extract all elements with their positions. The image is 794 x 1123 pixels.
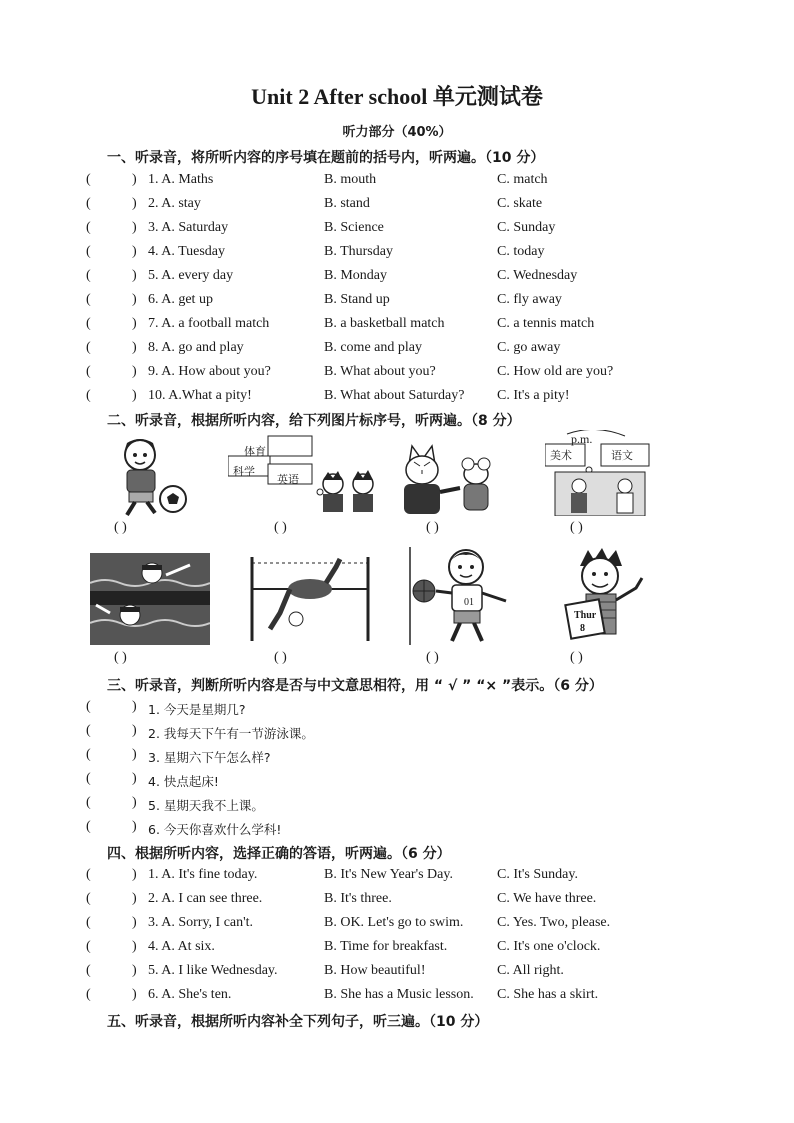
option-c: C. Yes. Two, please. xyxy=(497,915,611,930)
question-text: 3. A. Sorry, I can't. xyxy=(148,915,254,930)
option-b: B. It's three. xyxy=(324,891,392,906)
answer-blank-close: ) xyxy=(132,891,137,906)
option-c: C. How old are you? xyxy=(497,364,614,379)
answer-blank-close: ) xyxy=(132,172,137,187)
label-pm: p.m. xyxy=(571,432,593,446)
option-b: B. What about you? xyxy=(324,364,436,379)
question-text: 5. A. I like Wednesday. xyxy=(148,963,278,978)
picture-answer-4[interactable]: ( ) xyxy=(570,520,583,535)
answer-blank-open[interactable]: ( xyxy=(86,819,91,834)
answer-blank-open[interactable]: ( xyxy=(86,987,91,1002)
picture-thursday-sign xyxy=(560,548,656,642)
question-row xyxy=(0,891,794,913)
question-text: 6. A. get up xyxy=(148,292,213,307)
answer-blank-open[interactable]: ( xyxy=(86,723,91,738)
option-b: B. stand xyxy=(324,196,370,211)
question-text: 2. A. stay xyxy=(148,196,201,211)
picture-answer-6[interactable]: ( ) xyxy=(274,650,287,665)
answer-blank-open[interactable]: ( xyxy=(86,292,91,307)
answer-blank-open[interactable]: ( xyxy=(86,939,91,954)
option-c: C. go away xyxy=(497,340,561,355)
question-row xyxy=(0,268,794,290)
question-row xyxy=(0,340,794,362)
picture-answer-7[interactable]: ( ) xyxy=(426,650,439,665)
section-4-heading: 四、根据所听内容，选择正确的答语，听两遍。（6 分） xyxy=(107,846,451,862)
answer-blank-open[interactable]: ( xyxy=(86,172,91,187)
option-b: B. Thursday xyxy=(324,244,393,259)
answer-blank-close: ) xyxy=(132,819,137,834)
picture-cat-mouse xyxy=(400,440,500,518)
question-row xyxy=(0,172,794,194)
jersey-number: 01 xyxy=(464,597,474,608)
option-c: C. All right. xyxy=(497,963,564,978)
question-text: 5. A. every day xyxy=(148,268,234,283)
option-b: B. It's New Year's Day. xyxy=(324,867,453,882)
answer-blank-close: ) xyxy=(132,220,137,235)
question-row xyxy=(0,364,794,386)
answer-blank-open[interactable]: ( xyxy=(86,316,91,331)
answer-blank-open[interactable]: ( xyxy=(86,388,91,403)
question-row xyxy=(0,723,794,745)
question-row xyxy=(0,819,794,841)
picture-answer-1[interactable]: ( ) xyxy=(114,520,127,535)
section-5-heading: 五、听录音，根据所听内容补全下列句子，听三遍。（10 分） xyxy=(107,1014,489,1030)
label-art: 美术 xyxy=(550,449,572,462)
answer-blank-close: ) xyxy=(132,244,137,259)
bubble-label-science: 科学 xyxy=(233,465,255,478)
option-b: B. Monday xyxy=(324,268,387,283)
question-row xyxy=(0,388,794,410)
option-b: B. She has a Music lesson. xyxy=(324,987,474,1002)
question-text: 3. A. Saturday xyxy=(148,220,229,235)
answer-blank-close: ) xyxy=(132,364,137,379)
bubble-label-pe: 体育 xyxy=(244,445,266,458)
answer-blank-close: ) xyxy=(132,196,137,211)
answer-blank-close: ) xyxy=(132,316,137,331)
sign-label-thur: Thur xyxy=(574,610,597,621)
answer-blank-open[interactable]: ( xyxy=(86,867,91,882)
picture-boy-football xyxy=(105,435,195,517)
answer-blank-open[interactable]: ( xyxy=(86,963,91,978)
question-text: 4. A. Tuesday xyxy=(148,244,226,259)
option-c: C. It's a pity! xyxy=(497,388,570,403)
answer-blank-open[interactable]: ( xyxy=(86,220,91,235)
answer-blank-open[interactable]: ( xyxy=(86,771,91,786)
question-row xyxy=(0,963,794,985)
option-c: C. skate xyxy=(497,196,543,211)
picture-high-jump xyxy=(240,553,376,645)
option-b: B. a basketball match xyxy=(324,316,445,331)
picture-swimming xyxy=(90,553,210,645)
answer-blank-open[interactable]: ( xyxy=(86,340,91,355)
option-b: B. What about Saturday? xyxy=(324,388,465,403)
section-2-heading: 二、听录音，根据所听内容，给下列图片标序号，听两遍。（8 分） xyxy=(107,413,521,429)
question-text: 4. A. At six. xyxy=(148,939,215,954)
swimming-icon xyxy=(90,553,210,645)
question-text: 6. A. She's ten. xyxy=(148,987,232,1002)
picture-answer-2[interactable]: ( ) xyxy=(274,520,287,535)
question-text: 2. A. I can see three. xyxy=(148,891,263,906)
option-c: C. today xyxy=(497,244,545,259)
question-row xyxy=(0,292,794,314)
section-subtitle: 听力部分（40%） xyxy=(342,125,452,140)
question-text: 1. A. Maths xyxy=(148,172,214,187)
question-row xyxy=(0,795,794,817)
answer-blank-open[interactable]: ( xyxy=(86,268,91,283)
option-c: C. match xyxy=(497,172,548,187)
answer-blank-close: ) xyxy=(132,939,137,954)
option-b: B. Science xyxy=(324,220,384,235)
answer-blank-open[interactable]: ( xyxy=(86,364,91,379)
classroom-icon xyxy=(545,430,655,516)
boy-football-icon xyxy=(105,435,195,517)
section-1-heading: 一、听录音，将所听内容的序号填在题前的括号内，听两遍。（10 分） xyxy=(107,150,545,166)
answer-blank-open[interactable]: ( xyxy=(86,196,91,211)
answer-blank-open[interactable]: ( xyxy=(86,244,91,259)
question-row xyxy=(0,915,794,937)
answer-blank-close: ) xyxy=(132,723,137,738)
question-row xyxy=(0,867,794,889)
answer-blank-close: ) xyxy=(132,987,137,1002)
question-text: 1. A. It's fine today. xyxy=(148,867,258,882)
question-row xyxy=(0,699,794,721)
option-c: C. Wednesday xyxy=(497,268,578,283)
page-title: Unit 2 After school 单元测试卷 xyxy=(251,84,543,109)
cat-mouse-icon xyxy=(400,440,500,518)
answer-blank-close: ) xyxy=(132,747,137,762)
bubble-label-english: 英语 xyxy=(277,473,299,486)
answer-blank-close: ) xyxy=(132,915,137,930)
answer-blank-close: ) xyxy=(132,867,137,882)
high-jump-icon xyxy=(240,553,376,645)
question-text: 5. 星期天我不上课。 xyxy=(148,798,264,813)
question-row xyxy=(0,939,794,961)
option-b: B. OK. Let's go to swim. xyxy=(324,915,464,930)
question-row xyxy=(0,196,794,218)
answer-blank-open[interactable]: ( xyxy=(86,747,91,762)
option-c: C. Sunday xyxy=(497,220,556,235)
option-c: C. It's one o'clock. xyxy=(497,939,601,954)
question-row xyxy=(0,316,794,338)
option-b: B. Time for breakfast. xyxy=(324,939,448,954)
option-b: B. How beautiful! xyxy=(324,963,426,978)
question-text: 1. 今天是星期几? xyxy=(148,702,246,717)
question-row xyxy=(0,747,794,769)
answer-blank-close: ) xyxy=(132,699,137,714)
question-text: 7. A. a football match xyxy=(148,316,270,331)
question-row xyxy=(0,244,794,266)
label-chinese: 语文 xyxy=(611,449,633,462)
question-text: 10. A.What a pity! xyxy=(148,388,252,403)
question-row xyxy=(0,220,794,242)
option-b: B. mouth xyxy=(324,172,377,187)
picture-answer-8[interactable]: ( ) xyxy=(570,650,583,665)
question-text: 8. A. go and play xyxy=(148,340,244,355)
answer-blank-open[interactable]: ( xyxy=(86,891,91,906)
picture-answer-5[interactable]: ( ) xyxy=(114,650,127,665)
section-3-heading: 三、听录音，判断所听内容是否与中文意思相符，用 “ √ ” “× ”表示。（6 分） xyxy=(107,678,603,694)
option-c: C. We have three. xyxy=(497,891,597,906)
option-c: C. It's Sunday. xyxy=(497,867,578,882)
answer-blank-close: ) xyxy=(132,292,137,307)
answer-blank-open[interactable]: ( xyxy=(86,915,91,930)
question-row xyxy=(0,771,794,793)
question-text: 2. 我每天下午有一节游泳课。 xyxy=(148,726,314,741)
sign-label-number: 8 xyxy=(580,623,585,634)
answer-blank-close: ) xyxy=(132,795,137,810)
option-b: B. Stand up xyxy=(324,292,390,307)
answer-blank-open[interactable]: ( xyxy=(86,699,91,714)
picture-classroom xyxy=(545,430,655,516)
question-text: 4. 快点起床! xyxy=(148,774,219,789)
answer-blank-close: ) xyxy=(132,771,137,786)
answer-blank-close: ) xyxy=(132,340,137,355)
question-text: 9. A. How about you? xyxy=(148,364,271,379)
answer-blank-close: ) xyxy=(132,388,137,403)
picture-answer-3[interactable]: ( ) xyxy=(426,520,439,535)
option-c: C. a tennis match xyxy=(497,316,595,331)
question-text: 3. 星期六下午怎么样? xyxy=(148,750,271,765)
answer-blank-open[interactable]: ( xyxy=(86,795,91,810)
option-c: C. She has a skirt. xyxy=(497,987,599,1002)
question-text: 6. 今天你喜欢什么学科! xyxy=(148,822,282,837)
option-b: B. come and play xyxy=(324,340,422,355)
picture-basketball xyxy=(408,545,518,647)
question-row xyxy=(0,987,794,1009)
option-c: C. fly away xyxy=(497,292,562,307)
thursday-sign-boy-icon xyxy=(560,548,656,642)
answer-blank-close: ) xyxy=(132,963,137,978)
answer-blank-close: ) xyxy=(132,268,137,283)
basketball-boy-icon xyxy=(408,545,518,647)
